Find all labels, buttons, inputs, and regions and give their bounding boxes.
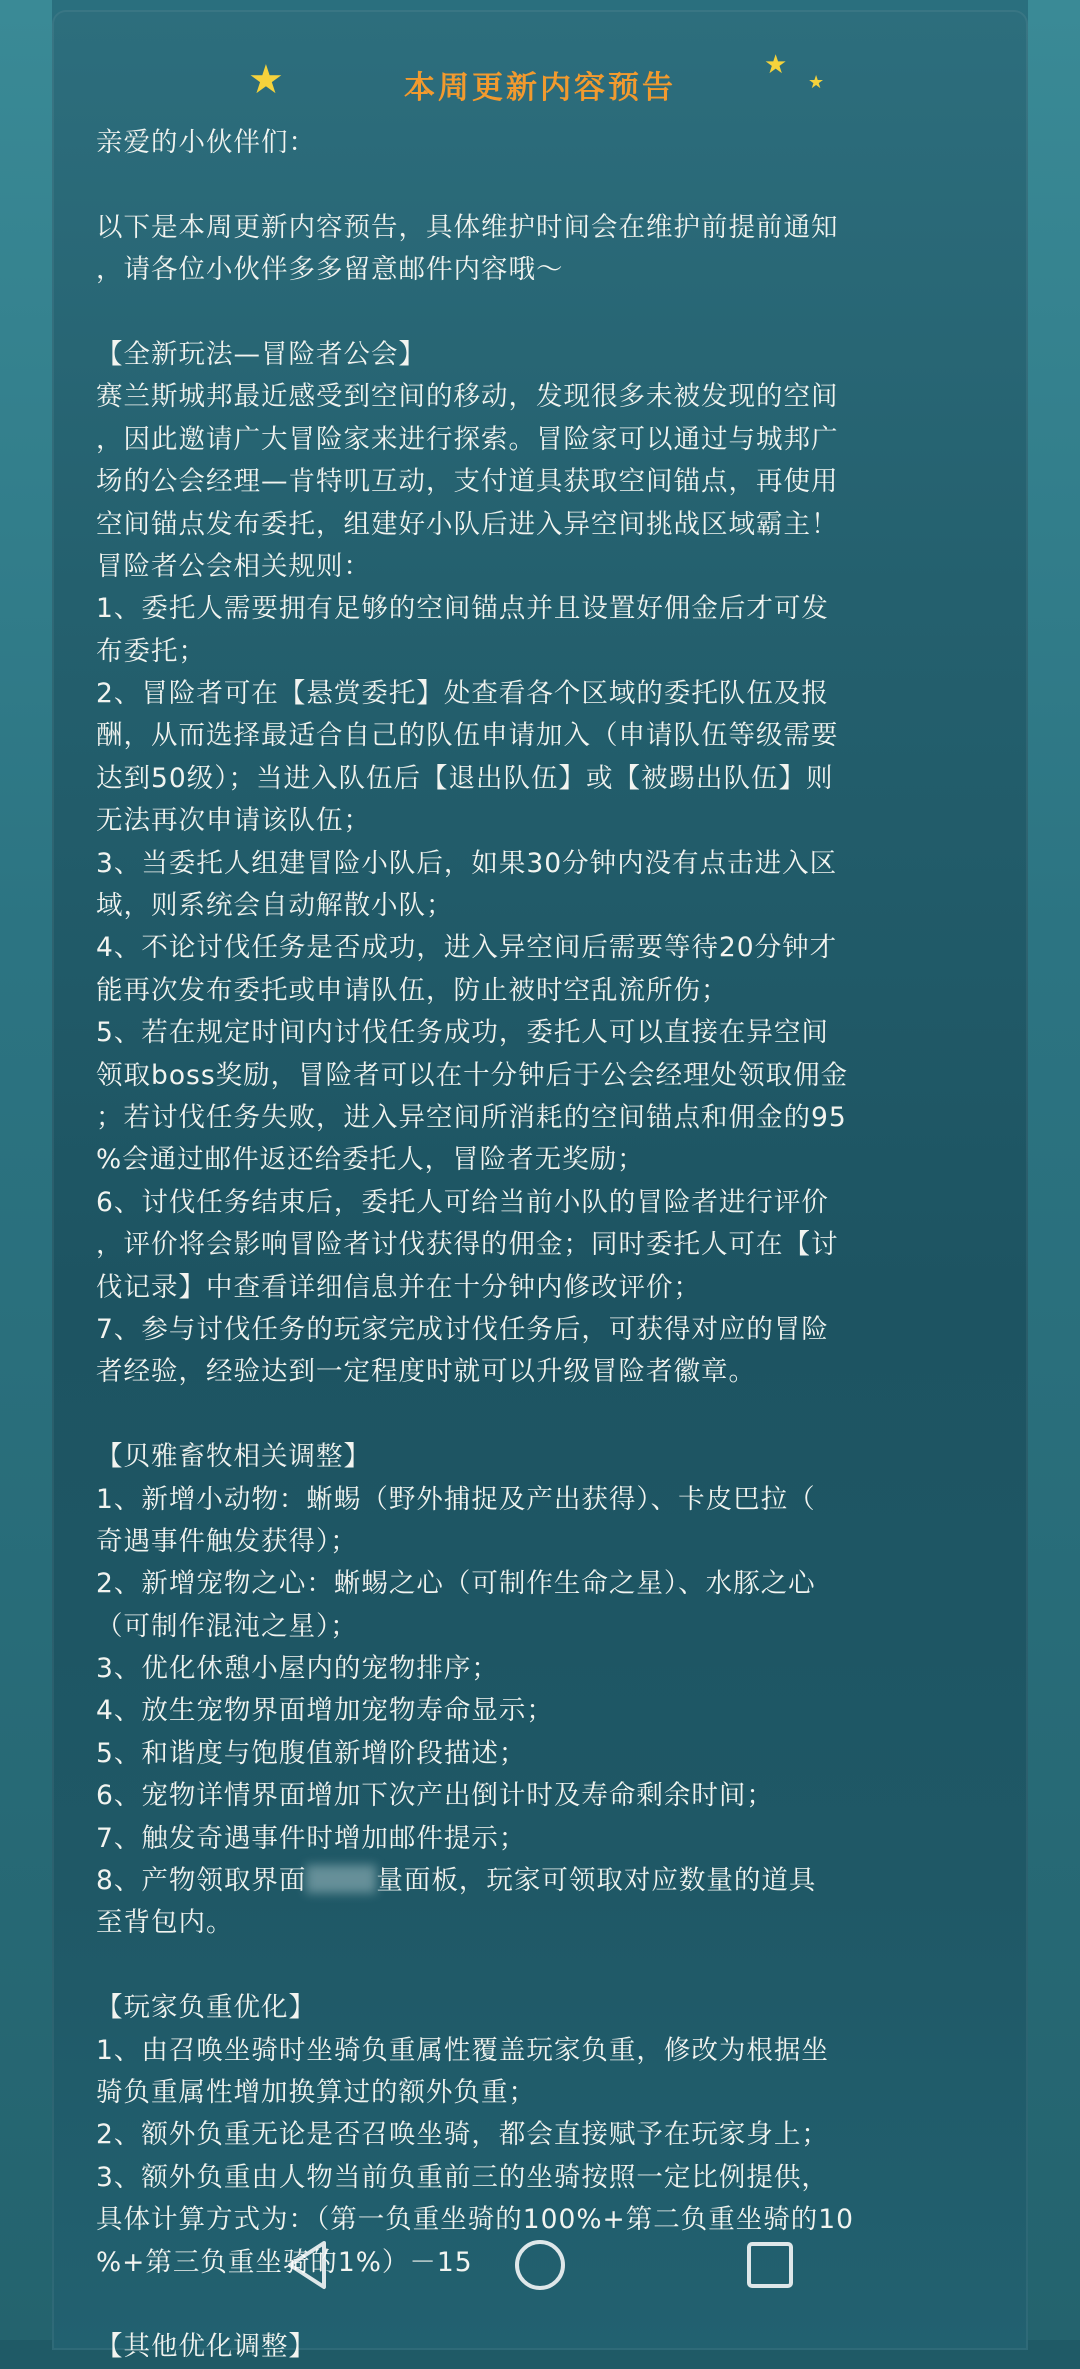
text-line: 领取boss奖励，冒险者可以在十分钟后于公会经理处领取佣金 bbox=[96, 1059, 849, 1091]
text-line: 奇遇事件触发获得）； bbox=[96, 1525, 358, 1557]
text-line: 3、额外负重由人物当前负重前三的坐骑按照一定比例提供， bbox=[96, 2161, 829, 2193]
text-line: ，请各位小伙伴多多留意邮件内容哦～ bbox=[96, 254, 564, 286]
text-line: 6、宠物详情界面增加下次产出倒计时及寿命剩余时间； bbox=[96, 1780, 774, 1812]
text-line: 空间锚点发布委托，组建好小队后进入异空间挑战区域霸主！ bbox=[96, 508, 839, 540]
left-edge bbox=[0, 0, 52, 2340]
text-line: 7、触发奇遇事件时增加邮件提示； bbox=[96, 1822, 527, 1854]
star-icon: ★ bbox=[764, 50, 788, 80]
text-line: 3、优化休憩小屋内的宠物排序； bbox=[96, 1653, 499, 1685]
right-edge bbox=[1028, 0, 1080, 2340]
text-line: 域，则系统会自动解散小队； bbox=[96, 890, 454, 922]
text-line: 酬，从而选择最适合自己的队伍申请加入（申请队伍等级需要 bbox=[96, 720, 839, 752]
announcement-title: 本周更新内容预告 bbox=[404, 70, 676, 106]
text-line: 无法再次申请该队伍； bbox=[96, 805, 371, 837]
text-line: 场的公会经理—肯特叽互动，支付道具获取空间锚点，再使用 bbox=[96, 466, 839, 498]
text-line: ，评价将会影响冒险者讨伐获得的佣金；同时委托人可在【讨 bbox=[96, 1229, 839, 1261]
text-line: 1、由召唤坐骑时坐骑负重属性覆盖玩家负重，修改为根据坐 bbox=[96, 2034, 829, 2066]
text-line: 6、讨伐任务结束后，委托人可给当前小队的冒险者进行评价 bbox=[96, 1186, 829, 1218]
text-line: ；若讨伐任务失败，进入异空间所消耗的空间锚点和佣金的95 bbox=[96, 1101, 847, 1133]
text-line: 能再次发布委托或申请队伍，防止被时空乱流所伤； bbox=[96, 974, 729, 1006]
text-line: （可制作混沌之星）； bbox=[96, 1610, 358, 1642]
system-navigation-bar bbox=[0, 2225, 1080, 2305]
text-line: 1、新增小动物：蜥蜴（野外捕捉及产出获得）、卡皮巴拉（ bbox=[96, 1483, 816, 1515]
text-segment: 8、产物领取界面 bbox=[96, 1865, 307, 1897]
text-line: 具体计算方式为：（第一负重坐骑的100%+第二负重坐骑的10 bbox=[96, 2204, 854, 2236]
text-line: 4、不论讨伐任务是否成功，进入异空间后需要等待20分钟才 bbox=[96, 932, 838, 964]
blurred-redaction bbox=[306, 1865, 376, 1893]
text-line: 4、放生宠物界面增加宠物寿命显示； bbox=[96, 1695, 554, 1727]
home-button[interactable] bbox=[500, 2225, 580, 2305]
text-line: 赛兰斯城邦最近感受到空间的移动，发现很多未被发现的空间 bbox=[96, 381, 839, 413]
text-line: 1、委托人需要拥有足够的空间锚点并且设置好佣金后才可发 bbox=[96, 593, 829, 625]
triangle-back-icon bbox=[268, 2225, 348, 2305]
text-line: 2、额外负重无论是否召唤坐骑，都会直接赋予在玩家身上； bbox=[96, 2119, 829, 2151]
text-line: 者经验，经验达到一定程度时就可以升级冒险者徽章。 bbox=[96, 1356, 756, 1388]
text-line: 【其他优化调整】 bbox=[96, 2331, 316, 2363]
title-row bbox=[52, 50, 1028, 120]
text-line: 亲爱的小伙伴们： bbox=[96, 127, 316, 158]
text-line: 3、当委托人组建冒险小队后，如果30分钟内没有点击进入区 bbox=[96, 847, 838, 879]
blank-line bbox=[96, 1945, 996, 1987]
blank-line bbox=[96, 292, 996, 334]
announcement-card[interactable] bbox=[52, 10, 1028, 2363]
text-line: 【玩家负重优化】 bbox=[96, 1992, 316, 2024]
text-line: 以下是本周更新内容预告，具体维护时间会在维护前提前通知 bbox=[96, 211, 839, 243]
text-line: 7、参与讨伐任务的玩家完成讨伐任务后，可获得对应的冒险 bbox=[96, 1313, 829, 1345]
star-icon: ★ bbox=[248, 57, 284, 103]
text-line: 5、和谐度与饱腹值新增阶段描述； bbox=[96, 1737, 527, 1769]
text-line: 2、新增宠物之心：蜥蜴之心（可制作生命之星）、水豚之心 bbox=[96, 1568, 816, 1600]
text-line: 伐记录】中查看详细信息并在十分钟内修改评价； bbox=[96, 1271, 701, 1303]
text-line: 达到50级）；当进入队伍后【退出队伍】或【被踢出队伍】则 bbox=[96, 762, 834, 794]
text-line: ，因此邀请广大冒险家来进行探索。冒险家可以通过与城邦广 bbox=[96, 423, 839, 455]
text-line: 【全新玩法—冒险者公会】 bbox=[96, 338, 426, 370]
text-line bbox=[96, 1860, 996, 1902]
star-icon: ★ bbox=[808, 72, 825, 93]
text-line: 【贝雅畜牧相关调整】 bbox=[96, 1441, 371, 1473]
text-line: 5、若在规定时间内讨伐任务成功，委托人可以直接在异空间 bbox=[96, 1017, 829, 1049]
text-line: 骑负重属性增加换算过的额外负重； bbox=[96, 2076, 536, 2108]
text-line: 至背包内。 bbox=[96, 1907, 234, 1939]
text-line: 2、冒险者可在【悬赏委托】处查看各个区域的委托队伍及报 bbox=[96, 678, 829, 710]
text-line: 冒险者公会相关规则： bbox=[96, 550, 371, 582]
text-line: %+第三负重坐骑的1%）－15 bbox=[96, 2246, 473, 2278]
blank-line bbox=[96, 1394, 996, 1436]
recents-button[interactable] bbox=[730, 2225, 810, 2305]
blank-line bbox=[96, 164, 996, 206]
circle-home-icon bbox=[500, 2225, 580, 2305]
announcement-body bbox=[96, 122, 996, 2369]
text-line: %会通过邮件返还给委托人，冒险者无奖励； bbox=[96, 1144, 645, 1176]
square-recents-icon bbox=[730, 2225, 810, 2305]
text-segment: 量面板，玩家可领取对应数量的道具 bbox=[376, 1865, 817, 1897]
back-button[interactable] bbox=[268, 2225, 348, 2305]
text-line: 布委托； bbox=[96, 635, 206, 667]
